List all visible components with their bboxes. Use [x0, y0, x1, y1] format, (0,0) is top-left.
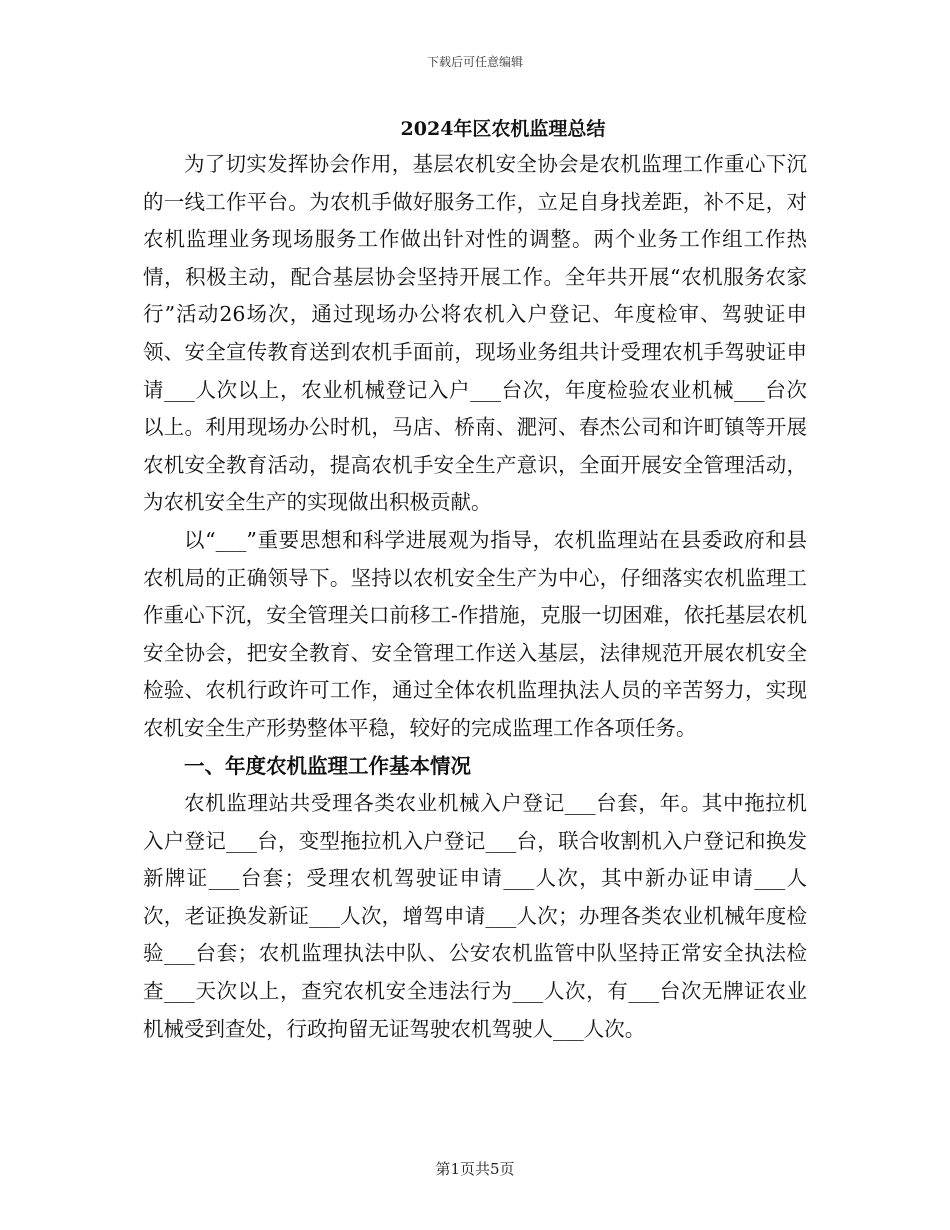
document-title: 2024年区农机监理总结	[400, 118, 606, 140]
section-heading-1: 一、年度农机监理工作基本情况	[184, 753, 471, 778]
paragraph-1: 为了切实发挥协会作用，基层农机安全协会是农机监理工作重心下沉的一线工作平台。为农机手做好服务工作，立足自身找差距，补不足，对农机监理业务现场服务工作做出针对性的调整。两个业务工作组工作热情，积极主动，配合基层协会坚持开展工作。全年共开展“农机服务农家行”活动26场次，通过现场办公将农机入户登记、年度检审、驾驶证申领、安全宣传教育送到农机手面前，现场业务组共计受理农机手驾驶证申请___人次以上，农业机械登记入户___台次，年度检验农业机械___台次以上。利用现场办公时机，马店、桥南、淝河、春杰公司和许町镇等开展农机安全教育活动，提高农机手安全生产意识，全面开展安全管理活动，为农机安全生产的实现做出积极贡献。	[143, 152, 807, 515]
header-note: 下载后可任意编辑	[426, 55, 523, 69]
section-1-paragraph: 农机监理站共受理各类农业机械入户登记___台套，年。其中拖拉机入户登记___台，变型拖拉机入户登记___台，联合收割机入户登记和换发新牌证___台套；受理农机驾驶证申请___人次，其中新办证申请___人次，老证换发新证___人次，增驾申请___人次；办理各类农业机械年度检验___台套；农机监理执法中队、公安农机监管中队坚持正常安全执法检查___天次以上，查究农机安全违法行为___人次，有___台次无牌证农业机械受到查处，行政拘留无证驾驶农机驾驶人___人次。	[143, 791, 807, 1041]
document-body	[143, 112, 807, 1048]
page-footer: 第1页共5页	[435, 1160, 515, 1178]
paragraph-2: 以“___”重要思想和科学进展观为指导，农机监理站在县委政府和县农机局的正确领导下。坚持以农机安全生产为中心，仔细落实农机监理工作重心下沉，安全管理关口前移工-作措施，克服一切困难，依托基层农机安全协会，把安全教育、安全管理工作送入基层，法律规范开展农机安全检验、农机行政许可工作，通过全体农机监理执法人员的辛苦努力，实现农机安全生产形势整体平稳，较好的完成监理工作各项任务。	[143, 527, 807, 740]
